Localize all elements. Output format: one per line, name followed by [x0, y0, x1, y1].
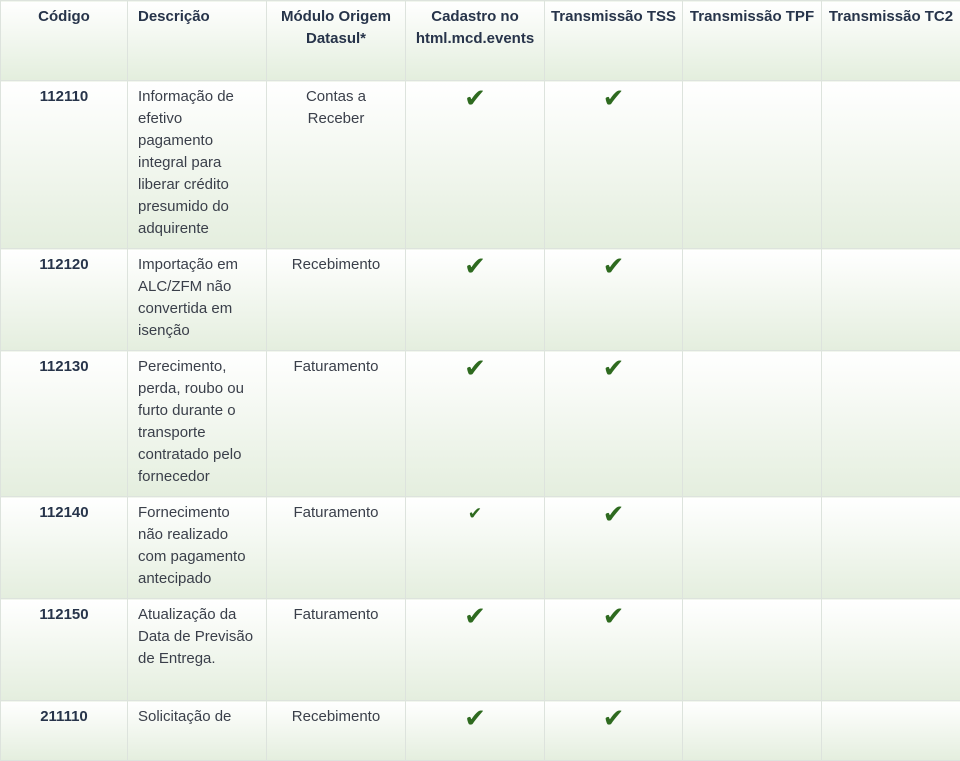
cell-transmissao-tss: [545, 249, 683, 351]
cell-transmissao-tss: [545, 701, 683, 761]
cell-transmissao-tc2: [822, 599, 960, 701]
cell-code: 112150: [1, 599, 128, 701]
cell-transmissao-tc2: [822, 497, 960, 599]
cell-transmissao-tss: [545, 599, 683, 701]
cell-cadastro: [406, 599, 545, 701]
header-cadastro: Cadastro no html.mcd.events: [406, 1, 545, 81]
header-code: Código: [1, 1, 128, 81]
cell-description: Importação em ALC/ZFM não convertida em isenção: [128, 249, 267, 351]
header-transmissao-tpf: Transmissão TPF: [683, 1, 822, 81]
check-icon: ✔: [464, 357, 486, 381]
cell-module: Recebimento: [267, 701, 406, 761]
cell-transmissao-tc2: [822, 81, 960, 249]
cell-description: Atualização da Data de Previsão de Entrega.: [128, 599, 267, 701]
header-row: [1, 1, 960, 81]
check-icon: ✔: [464, 87, 486, 111]
cell-cadastro: [406, 249, 545, 351]
table-row: [1, 701, 960, 761]
cell-transmissao-tc2: [822, 249, 960, 351]
cell-code: 112120: [1, 249, 128, 351]
cell-cadastro: [406, 81, 545, 249]
cell-transmissao-tpf: [683, 701, 822, 761]
check-icon: ✔: [603, 255, 625, 279]
cell-description: Informação de efetivo pagamento integral para liberar crédito presumido do adquirente: [128, 81, 267, 249]
cell-module: Faturamento: [267, 599, 406, 701]
cell-code: 112140: [1, 497, 128, 599]
cell-transmissao-tss: [545, 351, 683, 497]
cell-description: Solicitação de: [128, 701, 267, 761]
cell-transmissao-tss: [545, 81, 683, 249]
table-header: [1, 1, 960, 81]
table-row: [1, 81, 960, 249]
check-icon: ✔: [464, 605, 486, 629]
cell-transmissao-tc2: [822, 701, 960, 761]
table-body: [1, 81, 960, 761]
header-transmissao-tc2: Transmissão TC2: [822, 1, 960, 81]
header-transmissao-tss: Transmissão TSS: [545, 1, 683, 81]
cell-transmissao-tc2: [822, 351, 960, 497]
cell-module: Contas a Receber: [267, 81, 406, 249]
header-description: Descrição: [128, 1, 267, 81]
check-icon: ✔: [603, 87, 625, 111]
table-row: [1, 249, 960, 351]
cell-description: Perecimento, perda, roubo ou furto durante o transporte contratado pelo fornecedor: [128, 351, 267, 497]
check-icon: ✔: [603, 503, 625, 527]
cell-code: 211110: [1, 701, 128, 761]
cell-module: Faturamento: [267, 351, 406, 497]
cell-transmissao-tpf: [683, 351, 822, 497]
check-icon: ✔: [603, 605, 625, 629]
cell-cadastro: [406, 497, 545, 599]
check-icon: ✔: [468, 503, 482, 525]
check-icon: ✔: [603, 707, 625, 731]
table-row: [1, 497, 960, 599]
cell-transmissao-tpf: [683, 249, 822, 351]
check-icon: ✔: [464, 255, 486, 279]
check-icon: ✔: [603, 357, 625, 381]
cell-module: Recebimento: [267, 249, 406, 351]
table-row: [1, 351, 960, 497]
cell-transmissao-tpf: [683, 497, 822, 599]
cell-code: 112110: [1, 81, 128, 249]
cell-transmissao-tpf: [683, 81, 822, 249]
cell-description: Fornecimento não realizado com pagamento antecipado: [128, 497, 267, 599]
cell-transmissao-tpf: [683, 599, 822, 701]
cell-code: 112130: [1, 351, 128, 497]
table-row: [1, 599, 960, 701]
check-icon: ✔: [464, 707, 486, 731]
cell-cadastro: [406, 351, 545, 497]
cell-cadastro: [406, 701, 545, 761]
cell-module: Faturamento: [267, 497, 406, 599]
cell-transmissao-tss: [545, 497, 683, 599]
header-module: Módulo Origem Datasul*: [267, 1, 406, 81]
